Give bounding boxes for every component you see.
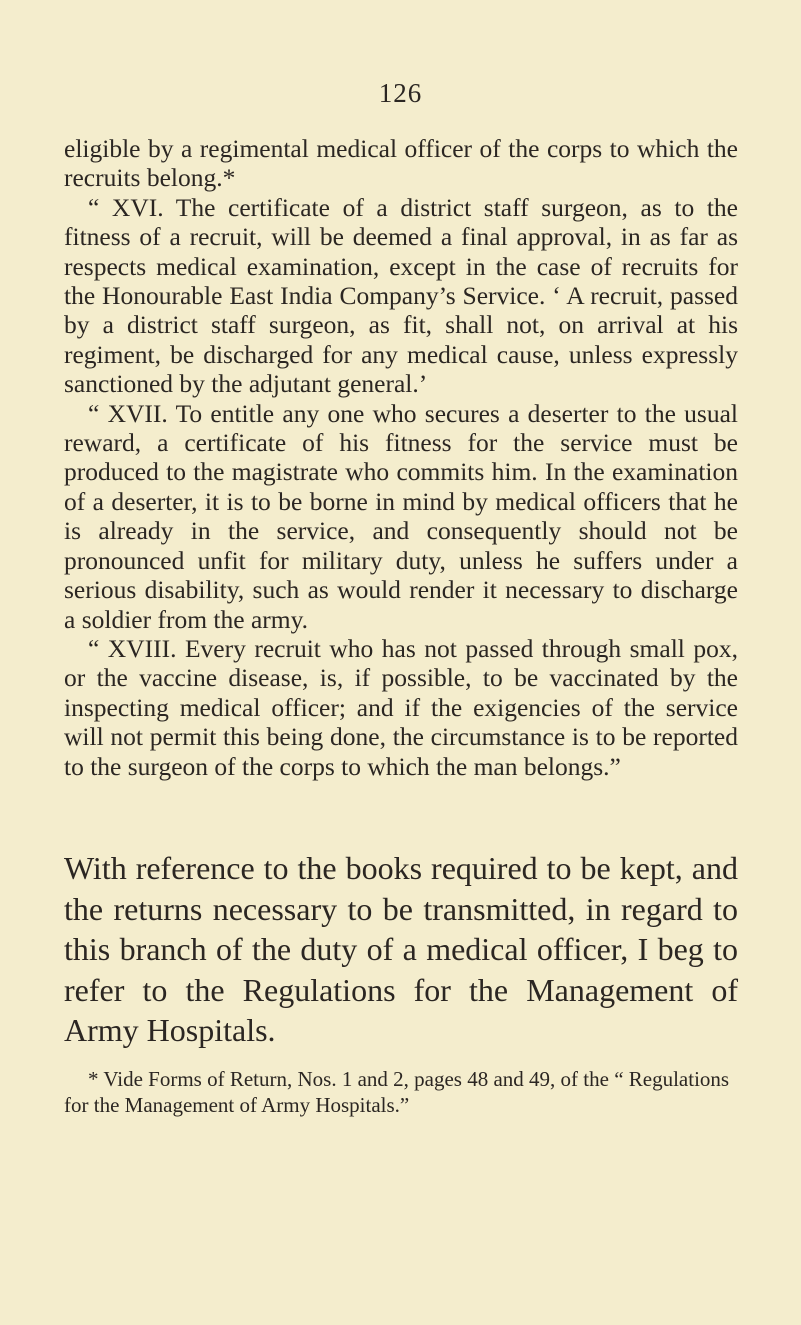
paragraph-xvi: “ XVI. The certificate of a district staff surgeon, as to the fitness of a recruit, will be deemed a final approval, in as far as respects medical examination, except in the case of recruits for the Honourable East India Company’s Service. ‘ A recruit, passed by a district staff surgeon, as fit, shall not, on arrival at his regiment, be discharged for any medical cause, unless expressly sanctioned by the adjutant general.’: [64, 192, 738, 399]
page-number: 126: [378, 78, 423, 108]
footnote: [64, 1066, 738, 1118]
paragraph-continuation: eligible by a regimental medical officer of the corps to which the recruits belong.*: [64, 134, 738, 193]
footnote-text: * Vide Forms of Return, Nos. 1 and 2, pages 48 and 49, of the “ Regulations for the Management of Army Hospitals.”: [64, 1067, 730, 1117]
paragraph-xvii: “ XVII. To entitle any one who secures a deserter to the usual reward, a certificate of his fitness for the service must be produced to the magistrate who commits him. In the examination of a deserter, it is to be borne in mind by medical officers that he is already in the service, and consequently should not be pronounced unfit for military duty, unless he suffers under a serious disability, such as would render it necessary to discharge a soldier from the army.: [64, 398, 738, 634]
closing-paragraph: With reference to the books required to be kept, and the returns necessary to be transmitted, in regard to this branch of the duty of a medical officer, I beg to refer to the Regulations for the Management of Army Hospitals.: [64, 850, 738, 1048]
main-text: [64, 134, 738, 781]
paragraph-xviii: “ XVIII. Every recruit who has not passed through small pox, or the vaccine disease, is, if possible, to be vaccinated by the inspecting medical officer; and if the exigencies of the service will not permit this being done, the circumstance is to be reported to the surgeon of the corps to which the man belongs.”: [64, 633, 738, 781]
closing-text: [64, 848, 738, 1051]
